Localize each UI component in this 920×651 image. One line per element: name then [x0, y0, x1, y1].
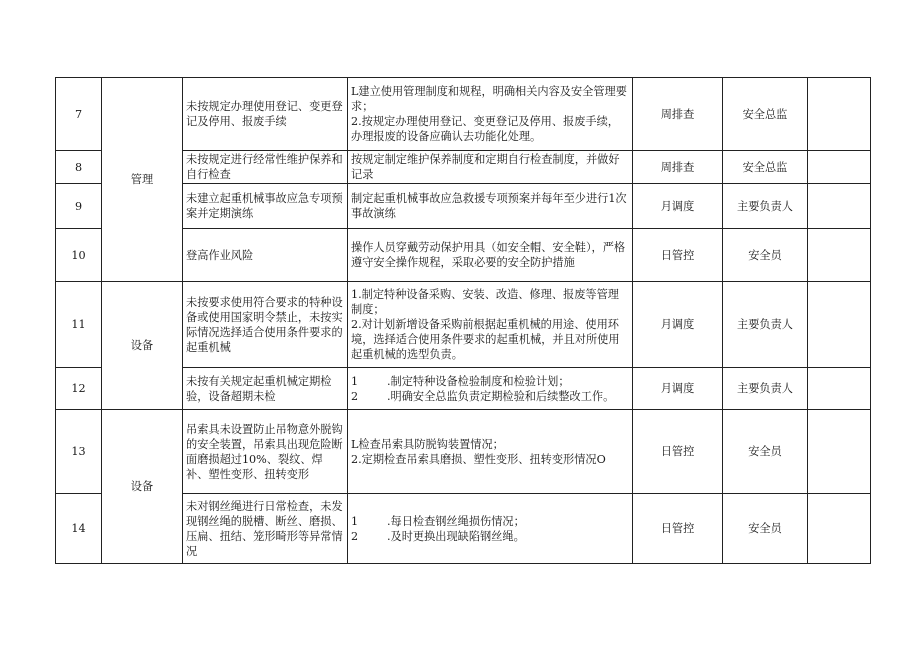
check-frequency: 日管控 [633, 229, 723, 282]
control-measures [348, 410, 633, 494]
risk-description: 未对钢丝绳进行日常检查，未发现钢丝绳的脱槽、断丝、磨损、压扁、扭结、笼形畸形等异常情况 [183, 494, 348, 564]
measure-line: 按规定制定维护保养制度和定期自行检查制度，并做好记录 [351, 153, 620, 181]
responsible-person: 安全员 [723, 494, 808, 564]
check-frequency: 日管控 [633, 410, 723, 494]
remarks-cell [808, 410, 871, 494]
measure-line: 制定起重机械事故应急救援专项预案并每年至少进行1次事故演练 [351, 192, 627, 220]
measure-line: L检查吊索具防脱钩装置情况； [351, 437, 504, 451]
risk-description: 未按要求使用符合要求的特种设备或使用国家明令禁止，未按实际情况选择适合使用条件要求的起重机械 [183, 282, 348, 368]
measure-line: 1.制定特种设备采购、安装、改造、修理、报废等管理制度； [351, 288, 619, 316]
measure-line: 2.定期检查吊索具磨损、塑性变形、扭转变形情况O [351, 452, 606, 466]
row-number: 14 [56, 494, 102, 564]
control-measures [348, 368, 633, 410]
measure-line: 1 .制定特种设备检验制度和检验计划； [351, 374, 570, 388]
check-frequency: 周排查 [633, 78, 723, 151]
row-number: 10 [56, 229, 102, 282]
responsible-person: 主要负责人 [723, 282, 808, 368]
table-row [56, 410, 871, 494]
responsible-person: 主要负责人 [723, 184, 808, 229]
remarks-cell [808, 184, 871, 229]
check-frequency: 月调度 [633, 184, 723, 229]
responsible-person: 安全员 [723, 229, 808, 282]
control-measures [348, 229, 633, 282]
row-number: 7 [56, 78, 102, 151]
risk-control-table [55, 77, 871, 564]
remarks-cell [808, 368, 871, 410]
measure-line: 2.按规定办理使用登记、变更登记及停用、报废手续，办理报废的设备应确认去功能化处理。 [351, 115, 619, 143]
measure-line: 1 .每日检查钢丝绳损伤情况； [351, 514, 525, 528]
check-frequency: 周排查 [633, 151, 723, 184]
responsible-person: 安全员 [723, 410, 808, 494]
risk-description: 未按规定办理使用登记、变更登记及停用、报废手续 [183, 78, 348, 151]
measure-line: 2 .及时更换出现缺陷钢丝绳。 [351, 529, 525, 543]
remarks-cell [808, 494, 871, 564]
control-measures [348, 151, 633, 184]
table-row [56, 282, 871, 368]
category-cell: 管理 [102, 78, 183, 282]
control-measures [348, 184, 633, 229]
category-cell: 设备 [102, 282, 183, 410]
risk-description: 未建立起重机械事故应急专项预案并定期演练 [183, 184, 348, 229]
row-number: 11 [56, 282, 102, 368]
responsible-person: 安全总监 [723, 151, 808, 184]
check-frequency: 日管控 [633, 494, 723, 564]
risk-description: 未按规定进行经常性维护保养和自行检查 [183, 151, 348, 184]
risk-description: 吊索具未设置防止吊物意外脱钩的安全装置，吊索具出现危险断面磨损超过10%、裂纹、焊补、塑性变形、扭转变形 [183, 410, 348, 494]
row-number: 12 [56, 368, 102, 410]
control-measures [348, 494, 633, 564]
measure-line: 2.对计划新增设备采购前根据起重机械的用途、使用环境，选择适合使用条件要求的起重机械，并且对所使用起重机械的选型负责。 [351, 318, 620, 361]
measure-line: L建立使用管理制度和规程，明确相关内容及安全管理要求； [351, 85, 627, 113]
measure-line: 操作人员穿戴劳动保护用具（如安全帽、安全鞋），严格遵守安全操作规程，采取必要的安全防护措施 [351, 241, 626, 269]
category-cell: 设备 [102, 410, 183, 564]
remarks-cell [808, 78, 871, 151]
row-number: 13 [56, 410, 102, 494]
measure-line: 2 .明确安全总监负责定期检验和后续整改工作。 [351, 389, 615, 403]
risk-description: 未按有关规定起重机械定期检验，设备超期未检 [183, 368, 348, 410]
table-row [56, 78, 871, 151]
remarks-cell [808, 151, 871, 184]
control-measures [348, 78, 633, 151]
responsible-person: 主要负责人 [723, 368, 808, 410]
remarks-cell [808, 229, 871, 282]
row-number: 8 [56, 151, 102, 184]
control-measures [348, 282, 633, 368]
remarks-cell [808, 282, 871, 368]
check-frequency: 月调度 [633, 368, 723, 410]
row-number: 9 [56, 184, 102, 229]
check-frequency: 月调度 [633, 282, 723, 368]
risk-description: 登高作业风险 [183, 229, 348, 282]
responsible-person: 安全总监 [723, 78, 808, 151]
